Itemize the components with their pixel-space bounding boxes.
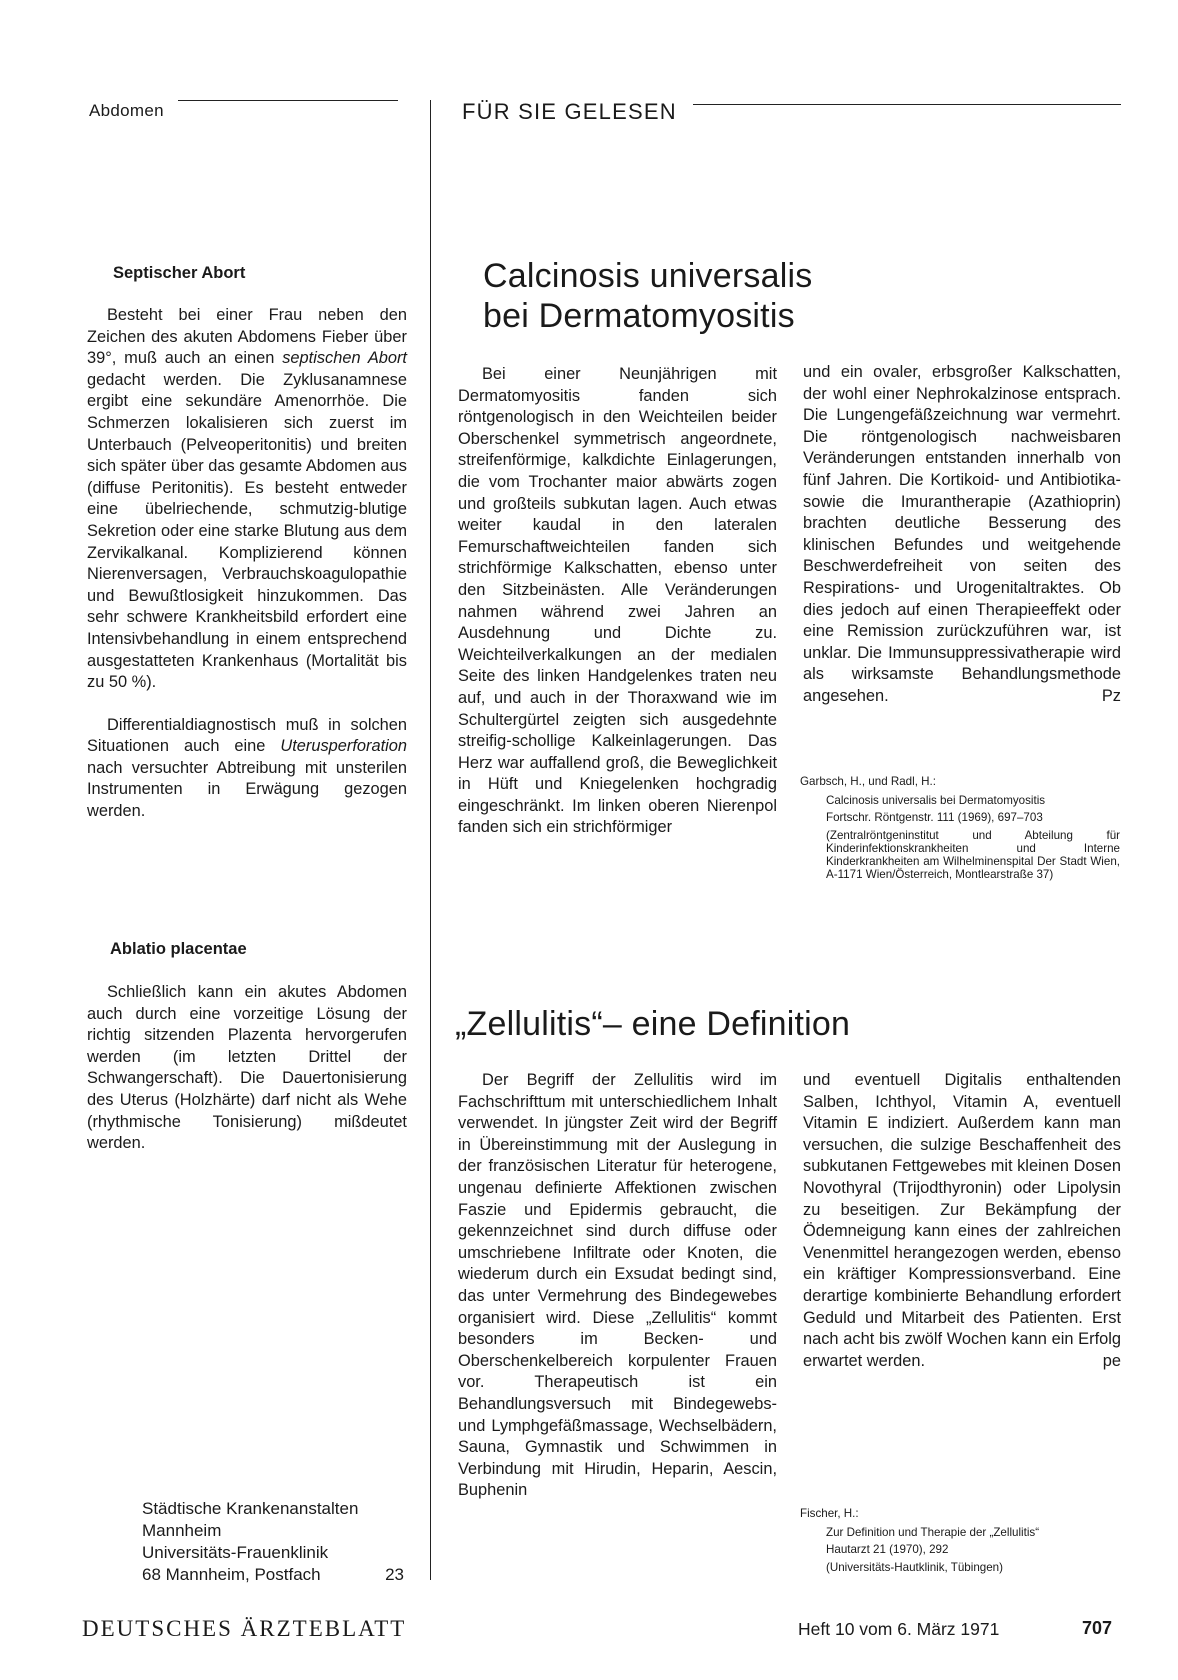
section-label-right: FÜR SIE GELESEN (462, 99, 677, 124)
heading-septischer-abort: Septischer Abort (113, 264, 246, 282)
header-rule-right (693, 104, 1121, 105)
article1-signature: Pz (1101, 686, 1121, 705)
article2-reference: Fischer, H.: Zur Definition und Therapie der „Zellulitis“ Hautarzt 21 (1970), 292 (Universitäts-Hautklinik, Tübingen) (800, 1507, 1040, 1574)
paragraph-ablatio: Schließlich kann ein akutes Abdomen auch durch eine vorzeitige Lösung der richtig sitzenden Plazenta hervorgerufen werden (im letzten Drittel der Schwangerschaft). Die Dauertonisierung des Uterus (Holzhärte) darf nicht als Wehe (rhythmische Tonisierung) mißdeutet werden. (87, 983, 407, 1153)
article1-title: Calcinosis universalis bei Dermatomyositis (483, 257, 813, 335)
article1-column2: und ein ovaler, erbsgroßer Kalkschatten, der wohl einer Nephrokalzinose entsprach. Die Lungengefäßzeichnung war vermehrt. Die röntgenologisch nachweisbaren Veränderungen entstanden innerhalb von fünf Jahren. Die Kortikoid- und Antibiotika- sowie die Imurantherapie (Azathioprin) brachten deutliche Besserung des klinischen Befundes und weitgehende Beschwerdefreiheit von seiten des Respirations- und Urogenitaltraktes. Ob dies jedoch auf einen Therapieeffekt oder eine Remission zurückzuführen war, ist unklar. Die Immunsuppressivatherapie wird als wirksamste Behandlungsmethode angesehen. Pz (803, 362, 1121, 708)
article2-title: „Zellulitis“– eine Definition (455, 1005, 851, 1043)
heading-ablatio-placentae: Ablatio placentae (110, 940, 247, 958)
article2-column2: und eventuell Digitalis enthaltenden Salben, Ichthyol, Vitamin A, eventuell Vitamin E indiziert. Außerdem kann man versuchen, die sulzige Beschaffenheit des subkutanen Fettgewebes mit kleinen Dosen Novothyral (Trijodthyronin) oder Lipolysin zu beseitigen. Zur Bekämpfung der Ödemneigung kann eines der zahlreichen Venenmittel herangezogen werden, ebenso ein kräftiger Kompressionsverband. Eine derartige kombinierte Behandlung erfordert Geduld und Mitarbeit des Patienten. Erst nach acht bis zwölf Wochen kann ein Erfolg erwartet werden. pe (803, 1070, 1121, 1372)
author-address: Städtische Krankenanstalten Mannheim Universitäts-Frauenklinik 68 Mannheim, Postfach 23 (142, 1499, 404, 1584)
page-number: 707 (1082, 1618, 1113, 1638)
journal-name: DEUTSCHES ÄRZTEBLATT (82, 1616, 407, 1641)
article2-signature: pe (1102, 1351, 1121, 1370)
left-column-text (87, 305, 407, 823)
paragraph-septischer-abort: Besteht bei einer Frau neben den Zeichen des akuten Abdomens Fieber über 39°, muß auch an einen septischen Abort gedacht werden. Die Zyklusanamnese ergibt eine sekundäre Amenorrhöe. Die Schmerzen lokalisieren sich zuerst im Unterbauch (Pelveoperitonitis) und breiten sich später über das gesamte Abdomen aus (diffuse Peritonitis). Es besteht entweder eine übelriechende, schmutzig-blutige Sekretion oder eine starke Blutung aus dem Zervikalkanal. Komplizierend können Nierenversagen, Verbrauchskoagulopathie und Bewußtlosigkeit hinzukommen. Das sehr schwere Krankheitsbild erfordert eine Intensivbehandlung in einem entsprechend ausgestatteten Krankenhaus (Mortalität bis zu 50 %). (87, 306, 407, 692)
section-label-left: Abdomen (89, 101, 164, 120)
issue-info: Heft 10 vom 6. März 1971 (798, 1619, 1000, 1639)
article1-column1: Bei einer Neunjährigen mit Dermatomyositis fanden sich röntgenologisch in den Weichteilen beider Oberschenkel symmetrisch angeordnete, streifenförmige, kalkdichte Einlagerungen, die vom Trochanter maior abwärts zogen und großteils subkutan lagen. Auch etwas weiter kaudal in den lateralen Femurschaftweichteilen fanden sich strichförmige Kalkschatten, ebenso unter den Sitzbeinästen. Alle Veränderungen nahmen während zwei Jahren an Ausdehnung und Dichte zu. Weichteilverkalkungen an der medialen Seite des linken Handgelenkes traten neu auf, und auch in der Thoraxwand wie im Schultergürtel zeigten sich ausgedehnte streifig-schollige Kalkeinlagerungen. Das Herz war auffallend groß, die Beweglichkeit in Hüft und Kniegelenken hochgradig eingeschränkt. Im linken oberen Nierenpol fanden sich ein strichförmiger (458, 365, 777, 837)
article2-column1: Der Begriff der Zellulitis wird im Fachschrifttum mit unterschiedlichem Inhalt verwendet. In jüngster Zeit wird der Begriff in Übereinstimmung mit der Auslegung in der französischen Literatur für heterogene, ungenau definierte Affektionen zwischen Faszie und Epidermis gebraucht, die gekennzeichnet sind durch diffuse oder umschriebene Infiltrate oder Knoten, die wiederum durch ein Exsudat bedingt sind, das unter Vermehrung des Bindegewebes organisiert wird. Diese „Zellulitis“ kommt besonders im Becken- und Oberschenkelbereich korpulenter Frauen vor. Therapeutisch ist ein Behandlungsversuch mit Bindegewebs- und Lymphgefäßmassage, Wechselbädern, Sauna, Gymnastik und Schwimmen in Verbindung mit Hirudin, Heparin, Aescin, Buphenin (458, 1071, 777, 1500)
paragraph-uterusperforation: Differentialdiagnostisch muß in solchen Situationen auch eine Uterusperforation nach versuchter Abtreibung mit unsterilen Instrumenten in Erwägung gezogen werden. (87, 715, 407, 821)
header-rule-left (178, 100, 398, 101)
article1-reference: Garbsch, H., und Radl, H.: Calcinosis universalis bei Dermatomyositis Fortschr. Röntgenstr. 111 (1969), 697–703 (Zentralröntgeninstitut und Abteilung für Kinderinfektionskrankheiten und Interne Kinderkrankheiten am Wilhelminenspital Der Stadt Wien, A-1171 Wien/Österreich, Montlearstraße 37) (800, 775, 1120, 882)
column-divider (430, 100, 431, 1580)
